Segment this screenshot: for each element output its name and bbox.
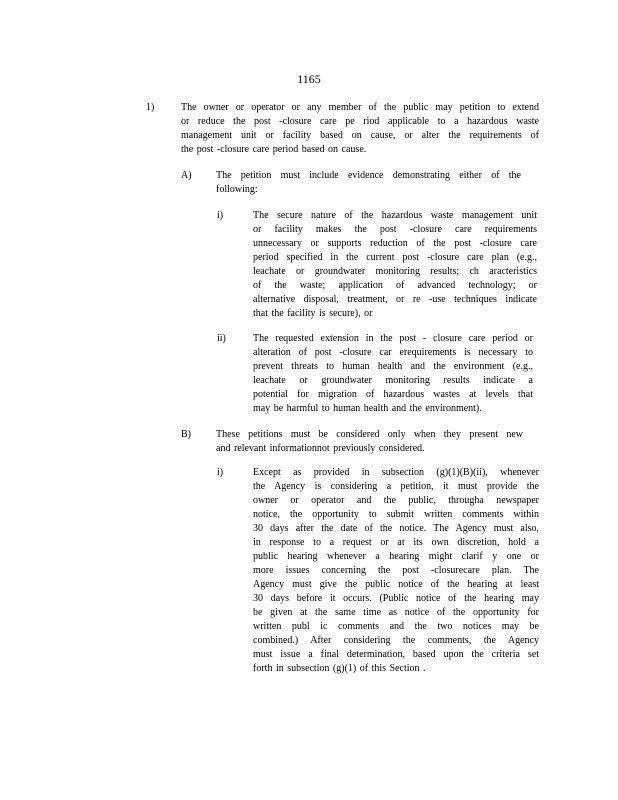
text-line: prevent threats to human health and the environment (e.g., (253, 361, 533, 372)
subsection-1 (146, 101, 546, 161)
subsection-1-B-text (216, 428, 523, 456)
subsection-1-A-i (217, 209, 542, 321)
text-line: management unit or facility based on cause, or alter the requirements of (181, 130, 539, 141)
text-line: owner or operator and the public, througha newspaper (253, 495, 539, 506)
text-line: be given at the same time as notice of the opportunity for (253, 607, 539, 618)
text-line: potential for migration of hazardous wastes at levels that (253, 389, 533, 400)
subsection-1-A-i-text (253, 209, 537, 321)
text-line: 30 days after the date of the notice. The Agency must also, (253, 523, 539, 534)
text-line: 30 days before it occurs. (Public notice of the hearing may (253, 593, 539, 604)
text-line: and relevant informationnot previously considered. (216, 443, 425, 454)
subsection-1-text (181, 101, 539, 157)
subsection-1-A-ii-text (253, 332, 533, 416)
text-line: leachate or groundwater monitoring results; ch aracteristics (253, 266, 537, 277)
text-line: alternative disposal, treatment, or re -use techniques indicate (253, 294, 537, 305)
page-number: 1165 (297, 72, 321, 86)
subsection-1-B (181, 428, 541, 458)
text-line: or facility makes the post -closure care requirements (253, 224, 537, 235)
text-line: forth in subsection (g)(1) of this Section . (253, 663, 426, 674)
text-line: public hearing whenever a hearing might clarif y one or (253, 551, 539, 562)
subsection-1-A-ii (217, 332, 542, 416)
subsection-1-B-i-text (253, 466, 539, 676)
text-line: more issues concerning the post -closurecare plan. The (253, 565, 539, 576)
text-line: must issue a final determination, based upon the criteria set (253, 649, 539, 660)
subsection-1-B-i-marker: i) (217, 467, 224, 478)
text-line: or reduce the post -closure care pe riod applicable to a hazardous waste (181, 116, 539, 127)
text-line: Except as provided in subsection (g)(1)(B)(ii), whenever (253, 467, 539, 478)
text-line: the post -closure care period based on cause. (181, 144, 367, 155)
text-line: alteration of post -closure car erequirements is necessary to (253, 347, 533, 358)
text-line: period specified in the current post -closure care plan (e.g., (253, 252, 537, 263)
text-line: the Agency is considering a petition, it must provide the (253, 481, 539, 492)
subsection-1-B-marker: B) (181, 429, 191, 440)
subsection-1-A-marker: A) (181, 170, 192, 181)
text-line: The petition must include evidence demonstrating either of the (216, 170, 521, 181)
subsection-1-B-i (217, 466, 542, 676)
text-line: in response to a request or at its own discretion, hold a (253, 537, 539, 548)
text-line: The secure nature of the hazardous waste management unit (253, 210, 537, 221)
subsection-1-A (181, 169, 541, 199)
text-line: written publ ic comments and the two notices may be (253, 621, 539, 632)
text-line: The requested extension in the post - closure care period or (253, 333, 533, 344)
subsection-1-A-text (216, 169, 521, 197)
text-line: combined.) After considering the comments, the Agency (253, 635, 539, 646)
text-line: may be harmful to human health and the environment). (253, 403, 482, 414)
text-line: The owner or operator or any member of the public may petition to extend (181, 102, 539, 113)
text-line: leachate or groundwater monitoring results indicate a (253, 375, 533, 386)
text-line: unnecessary or supports reduction of the post -closure care (253, 238, 537, 249)
text-line: Agency must give the public notice of the hearing at least (253, 579, 539, 590)
text-line: notice, the opportunity to submit written comments within (253, 509, 539, 520)
subsection-1-marker: 1) (146, 102, 155, 113)
subsection-1-A-i-marker: i) (217, 210, 224, 221)
text-line: that the facility is secure), or (253, 308, 373, 319)
text-line: These petitions must be considered only when they present new (216, 429, 523, 440)
subsection-1-A-ii-marker: ii) (217, 333, 226, 344)
text-line: of the waste; application of advanced technology; or (253, 280, 537, 291)
text-line: following: (216, 184, 258, 195)
